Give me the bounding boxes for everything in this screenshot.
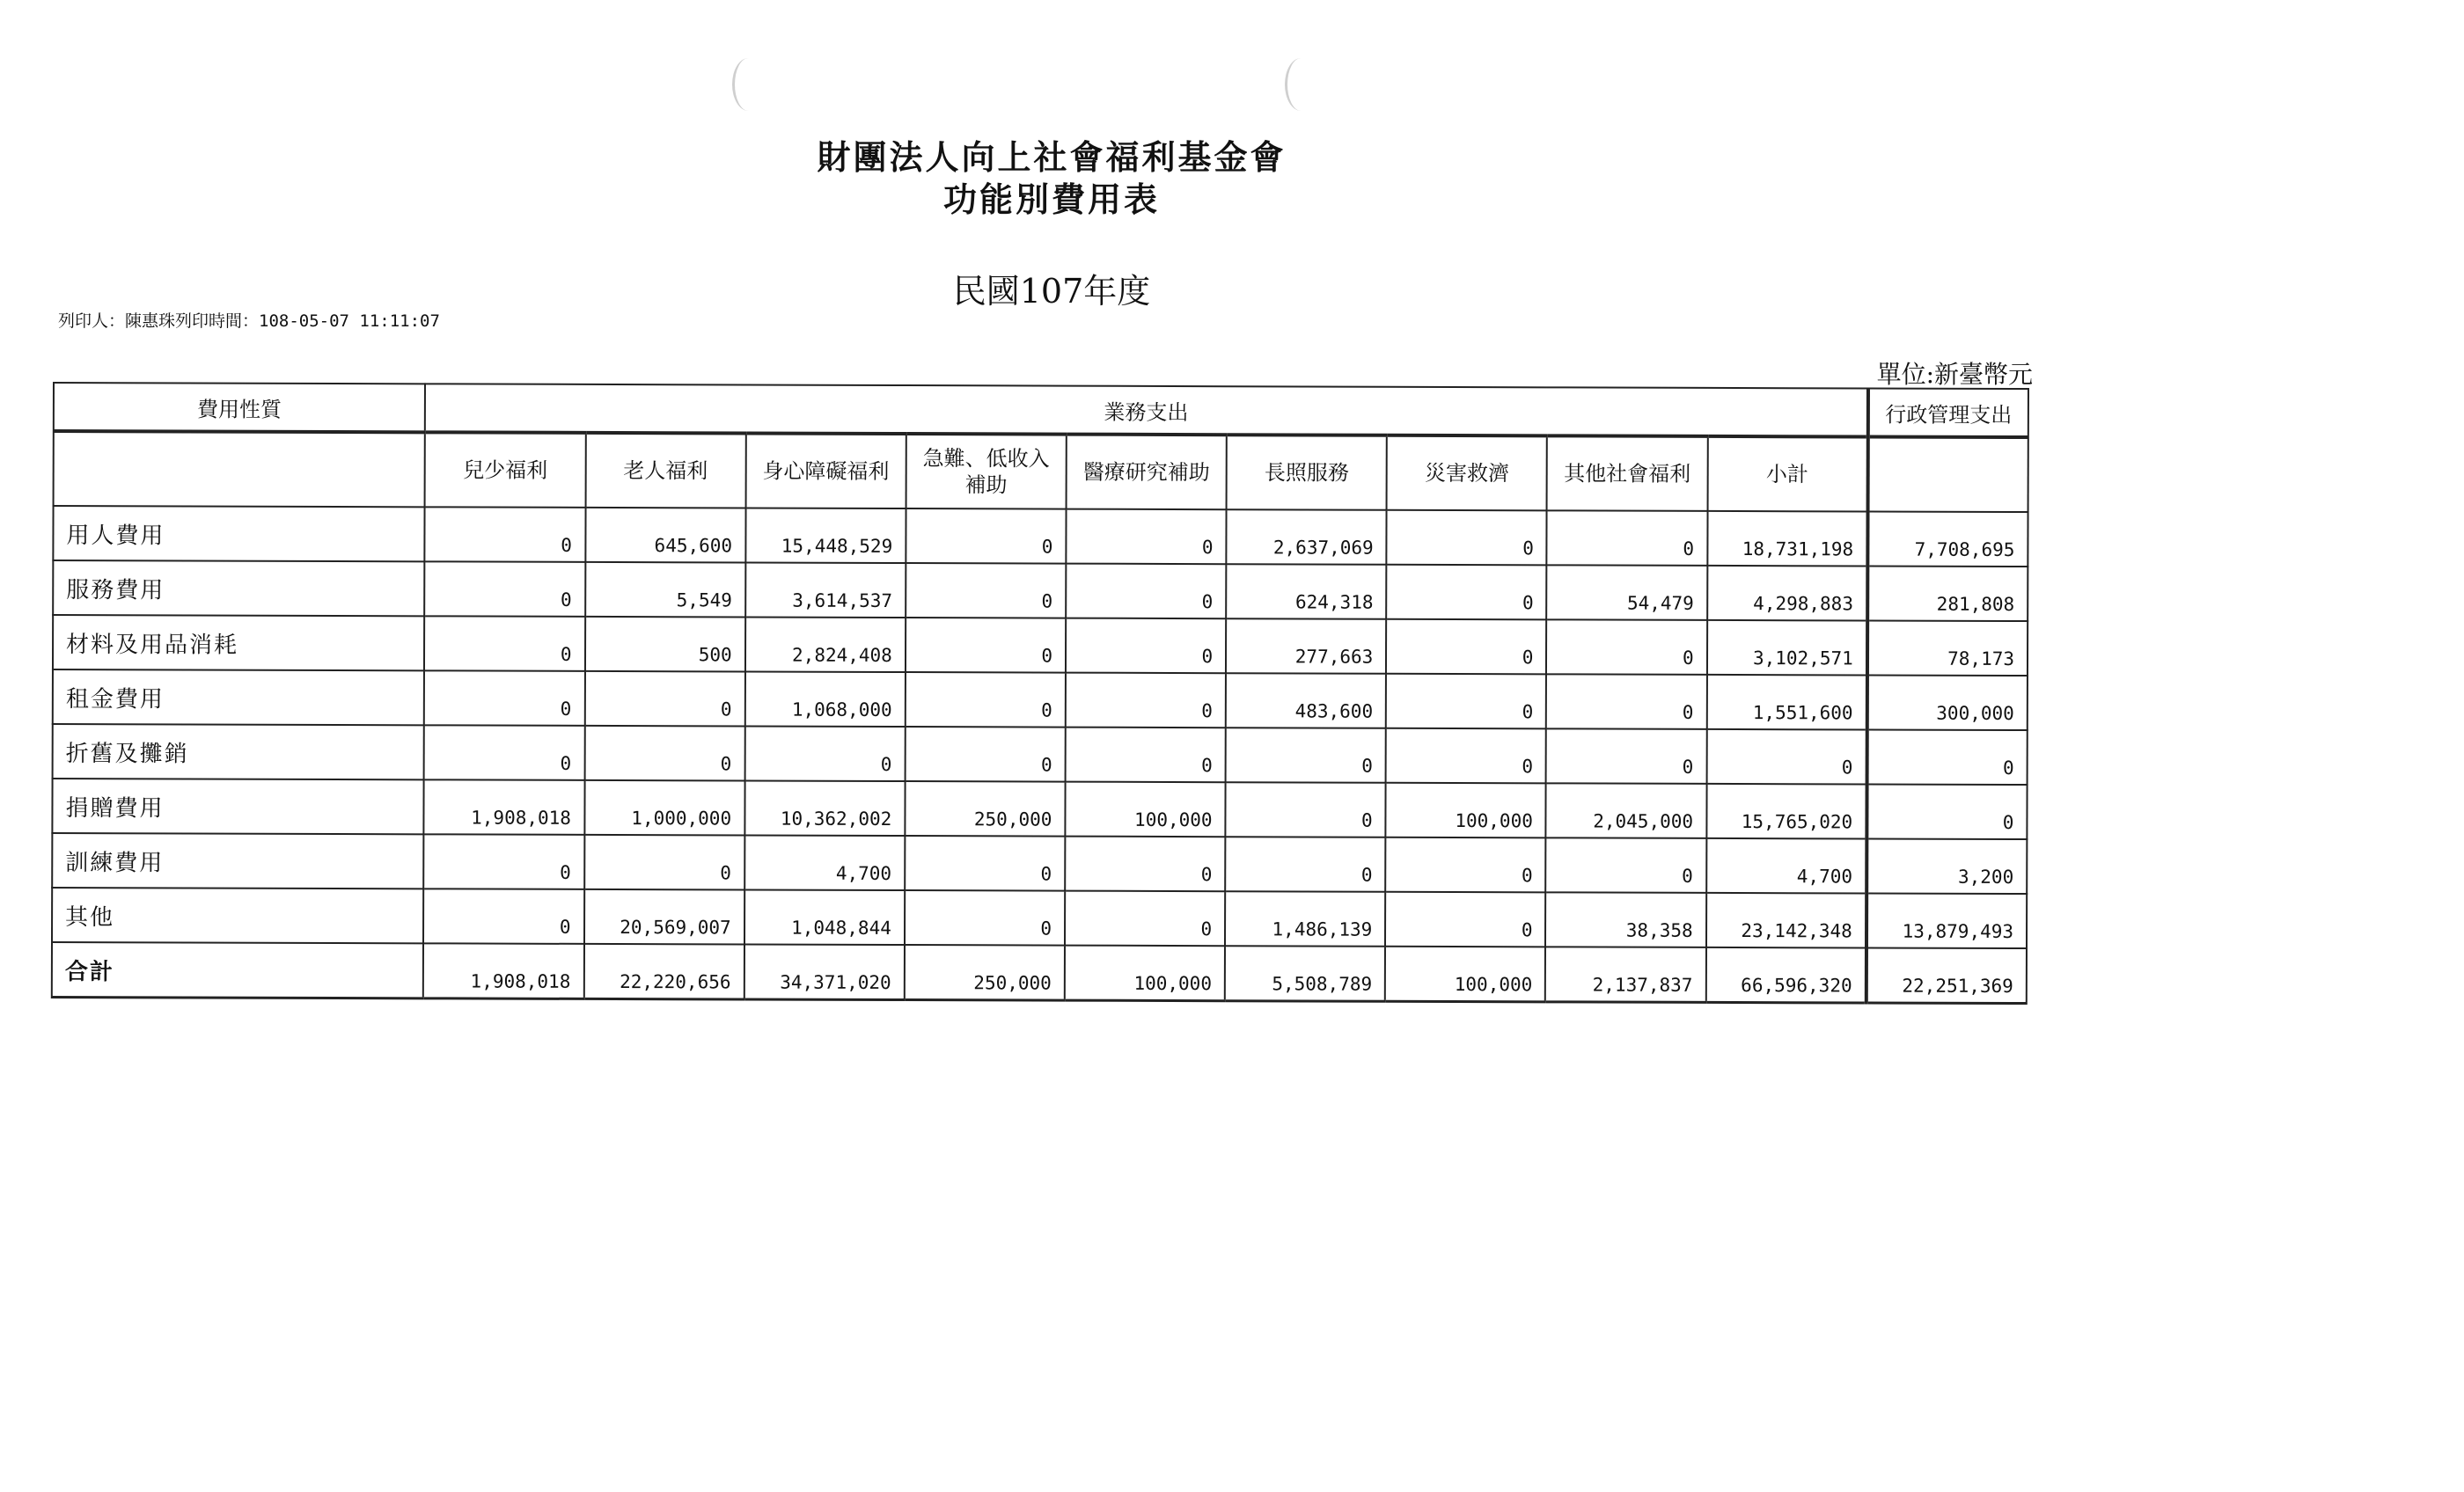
value-cell: 4,700	[1706, 838, 1866, 894]
value-cell: 3,102,571	[1707, 620, 1867, 676]
value-cell: 100,000	[1065, 782, 1225, 837]
value-cell: 0	[425, 507, 585, 562]
value-cell: 0	[1547, 510, 1707, 566]
punch-hole-mark	[732, 58, 765, 111]
admin-cell: 281,808	[1867, 566, 2028, 621]
value-cell: 0	[905, 836, 1065, 891]
row-label: 用人費用	[53, 506, 425, 561]
column-header: 醫療研究補助	[1067, 435, 1227, 510]
row-label: 服務費用	[53, 560, 425, 616]
value-cell: 0	[1226, 782, 1386, 837]
admin-cell: 13,879,493	[1866, 893, 2027, 948]
value-cell: 0	[424, 834, 584, 889]
column-header: 其他社會福利	[1547, 435, 1707, 511]
column-header: 急難、低收入補助	[906, 434, 1066, 509]
value-cell: 0	[584, 835, 744, 890]
value-cell: 22,220,656	[583, 944, 744, 999]
value-cell: 1,048,844	[744, 889, 905, 945]
row-label: 合計	[52, 942, 424, 998]
table-row	[53, 560, 2028, 621]
value-cell: 1,551,600	[1706, 675, 1866, 730]
row-label: 訓練費用	[52, 833, 424, 889]
admin-cell: 300,000	[1867, 675, 2028, 730]
row-label: 捐贈費用	[52, 779, 424, 834]
table-row	[53, 506, 2028, 567]
table-body	[52, 506, 2028, 1004]
value-cell: 0	[584, 671, 744, 727]
value-cell: 23,142,348	[1706, 893, 1866, 948]
value-cell: 0	[1225, 837, 1385, 892]
value-cell: 0	[425, 561, 585, 617]
value-cell: 2,045,000	[1546, 783, 1706, 838]
value-cell: 0	[1226, 728, 1386, 783]
value-cell: 0	[1065, 837, 1225, 892]
value-cell: 2,137,837	[1545, 947, 1705, 1002]
value-cell: 18,731,198	[1707, 511, 1867, 567]
value-cell: 5,549	[585, 562, 745, 618]
value-cell: 0	[1387, 510, 1547, 566]
value-cell: 1,068,000	[744, 671, 905, 727]
admin-subheader-empty	[1867, 436, 2028, 512]
column-header: 長照服務	[1227, 435, 1387, 510]
value-cell: 1,908,018	[424, 779, 584, 835]
value-cell: 2,637,069	[1226, 509, 1386, 565]
value-cell: 0	[1066, 618, 1226, 674]
report-title: 功能別費用表	[942, 179, 1160, 219]
value-cell: 0	[744, 726, 905, 781]
table-row	[53, 615, 2028, 676]
value-cell: 0	[1066, 728, 1226, 783]
value-cell: 38,358	[1545, 892, 1705, 947]
row-label: 材料及用品消耗	[53, 615, 425, 670]
value-cell: 0	[1066, 564, 1226, 619]
value-cell: 15,448,529	[745, 508, 906, 563]
value-cell: 0	[906, 672, 1066, 728]
column-header: 老人福利	[585, 433, 745, 508]
table-row	[52, 779, 2027, 839]
value-cell: 66,596,320	[1705, 947, 1866, 1003]
value-cell: 5,508,789	[1225, 946, 1385, 1001]
column-header: 災害救濟	[1387, 435, 1547, 511]
value-cell: 277,663	[1226, 618, 1386, 674]
table-row	[52, 833, 2027, 894]
admin-cell: 0	[1866, 784, 2027, 839]
value-cell: 0	[424, 616, 584, 671]
expense-table	[51, 382, 2029, 1005]
value-cell: 0	[1706, 729, 1866, 785]
value-cell: 0	[1546, 674, 1706, 729]
value-cell: 645,600	[585, 508, 745, 563]
value-cell: 0	[424, 725, 584, 780]
value-cell: 0	[1546, 728, 1706, 784]
admin-cell: 0	[1866, 729, 2027, 785]
value-cell: 100,000	[1385, 947, 1545, 1002]
admin-cell: 22,251,369	[1866, 947, 2027, 1003]
value-cell: 54,479	[1547, 565, 1707, 620]
total-row	[52, 942, 2027, 1004]
value-cell: 0	[905, 890, 1065, 946]
value-cell: 100,000	[1386, 783, 1546, 838]
value-cell: 0	[906, 563, 1066, 618]
admin-cell: 3,200	[1866, 838, 2027, 894]
row-label: 其他	[52, 888, 424, 943]
currency-unit: 單位:新臺幣元	[1876, 360, 2033, 389]
value-cell: 3,614,537	[745, 562, 906, 618]
table-row	[52, 888, 2027, 948]
value-cell: 0	[1386, 674, 1546, 729]
value-cell: 0	[1546, 837, 1706, 893]
punch-hole-mark	[1285, 58, 1317, 111]
nature-subheader-empty	[54, 431, 426, 507]
column-header: 小計	[1707, 436, 1867, 512]
admin-cell: 78,173	[1867, 620, 2028, 676]
value-cell: 0	[424, 670, 584, 726]
value-cell: 250,000	[905, 945, 1065, 1000]
value-cell: 483,600	[1226, 673, 1386, 728]
row-label: 租金費用	[53, 669, 425, 725]
column-header: 兒少福利	[425, 432, 585, 508]
column-header: 身心障礙福利	[745, 433, 906, 508]
value-cell: 100,000	[1065, 946, 1225, 1001]
row-label: 折舊及攤銷	[53, 724, 425, 779]
table-row	[53, 724, 2028, 785]
value-cell: 4,700	[744, 835, 905, 890]
value-cell: 0	[1385, 837, 1545, 893]
value-cell: 0	[1386, 728, 1546, 784]
value-cell: 2,824,408	[745, 617, 906, 672]
value-cell: 0	[1385, 892, 1545, 947]
value-cell: 0	[906, 508, 1066, 564]
value-cell: 0	[1546, 619, 1706, 675]
business-header: 業務支出	[425, 384, 1868, 436]
value-cell: 4,298,883	[1707, 566, 1867, 621]
org-name: 財團法人向上社會福利基金會	[817, 137, 1287, 177]
value-cell: 1,486,139	[1225, 891, 1385, 947]
table-row	[53, 669, 2028, 730]
value-cell: 500	[584, 617, 744, 672]
value-cell: 0	[1065, 891, 1225, 947]
value-cell: 624,318	[1226, 564, 1386, 619]
value-cell: 0	[1386, 619, 1546, 675]
value-cell: 0	[1386, 565, 1546, 620]
value-cell: 1,000,000	[584, 780, 744, 836]
admin-cell: 7,708,695	[1867, 511, 2028, 567]
value-cell: 0	[906, 618, 1066, 673]
value-cell: 250,000	[905, 781, 1065, 837]
value-cell: 34,371,020	[744, 944, 904, 999]
report-year: 民國107年度	[952, 272, 1151, 311]
value-cell: 0	[1066, 509, 1226, 565]
value-cell: 0	[1066, 673, 1226, 728]
nature-header: 費用性質	[54, 383, 426, 432]
value-cell: 10,362,002	[744, 780, 905, 836]
value-cell: 15,765,020	[1706, 784, 1866, 839]
value-cell: 0	[423, 889, 583, 944]
value-cell: 0	[584, 726, 744, 781]
value-cell: 0	[905, 727, 1065, 782]
value-cell: 1,908,018	[423, 943, 583, 998]
print-info: 列印人：陳惠珠列印時間：108-05-07 11:11:07	[58, 311, 440, 331]
value-cell: 20,569,007	[584, 889, 744, 945]
admin-header: 行政管理支出	[1868, 388, 2028, 437]
